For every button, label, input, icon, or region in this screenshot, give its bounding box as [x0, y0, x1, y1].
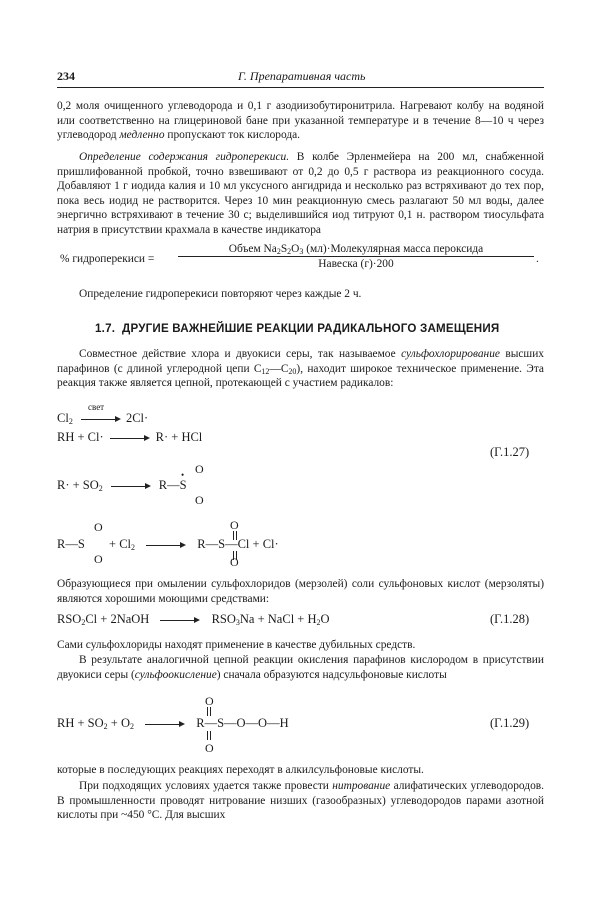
section-heading: 1.7. ДРУГИЕ ВАЖНЕЙШИЕ РЕАКЦИИ РАДИКАЛЬНОГО ЗАМЕЩЕНИЯ — [95, 322, 500, 335]
formula-numerator: Объем $Na_2S_2O_3$ (мл)·Молекулярная масса пероксида — [178, 243, 534, 257]
reaction-chlorine-light: $Cl_2$ 2Cl· — [57, 411, 149, 426]
paragraph-mersolates: Образующиеся при омылении сульфохлоридов (мерзолей) соли сульфоновых кислот (мерзоляты) являются хорошими моющими средствами: — [57, 578, 544, 605]
paragraph-hydroperoxide-determination: Определение содержания гидроперекиси. В колбе Эрленмейера на 200 мл, снабженной пришлифованной пробкой, точно взвешивают от 0,2 до 0,5 г раствора из реакционного сосуда. Добавляют 1 г иодида калия и 10 мл уксусного ангидрида и несколько раз встряхивают до тех пор, пока весь иодид не растворится. Через 10 мин реакционную смесь разлагают 50 мл воды, далее энергично встряхивают в течение 30 с; выделившийся иод титруют 0,1 н. раствором тиосульфата натрия в присутствии крахмала в качестве индикатора — [57, 151, 544, 236]
formula-fraction — [178, 243, 534, 270]
header-rule — [57, 87, 544, 88]
paragraph-alkylsulfonic: которые в последующих реакциях переходят в алкилсульфоновые кислоты. — [57, 764, 424, 776]
paragraph-tanning-agents: Сами сульфохлориды находят применение в качестве дубильных средств. — [57, 639, 416, 651]
formula-lhs: % гидроперекиси = — [60, 253, 155, 265]
reaction-sulfonyl-chlorine: R—S + $Cl_2$ R—S—Cl + Cl· — [57, 537, 279, 552]
paragraph-oxidation-procedure: 0,2 моля очищенного углеводорода и 0,1 г азодиизобутиронитрила. Нагревают колбу на водяной или соответственно на глицериновой бане при указанной температуре и в течение 8—10 ч через углеводород медленно пропускают ток кислорода. — [57, 100, 544, 141]
paragraph-repeat-determination: Определение гидроперекиси повторяют через каждые 2 ч. — [79, 288, 362, 300]
reaction-rh-chlorine: RH + Cl· R· + HCl — [57, 430, 203, 444]
subheading-hydroperoxide: Определение содержания гидроперекиси. — [79, 151, 290, 163]
paragraph-nitration: При подходящих условиях удается также провести нитрование алифатических углеводородов. В промышленности проводят нитрование низших (газообразных) углеводородов парами азотной кислоты при ~450 °С. Для высших — [57, 780, 544, 821]
equation-g128: $RSO_2Cl$ + 2NaOH $RSO_3Na$ + NaCl + $H_2O$ — [57, 612, 330, 627]
paragraph-sulfoxidation: В результате аналогичной цепной реакции окисления парафинов кислородом в присутствии двуокиси серы (сульфоокисление) сначала образуются надсульфоновые кислоты — [57, 654, 544, 681]
page-number: 234 — [57, 69, 75, 83]
formula-denominator: Навеска (г)·200 — [318, 258, 394, 270]
label-light: свет — [88, 402, 105, 412]
book-page: 234 Г. Препаративная часть 0,2 моля очищенного углеводорода и 0,1 г азодиизобутиронитрила. Нагревают колбу на водяной или соответственно на глицериновой бане при указанной температуре и в течение 8—10 ч через углеводород медленно пропускают ток кислорода. Определение содержания гидроперекиси. В колбе Эрленмейера на 200 мл, снабженной пришлифованной пробкой, точно взвешивают от 0,2 до 0,5 г раствора из реакционного сосуда. Добавляют 1 г иодида калия и 10 мл уксусного ангидрида и несколько раз встряхивают до тех пор, пока весь иодид не растворится. Через 10 мин реакционную смесь разлагают 50 мл воды, далее энергично встряхивают в течение 30 с; выделившийся иод титруют 0,1 н. раствором тиосульфата натрия в присутствии крахмала в качестве индикатора % гидроперекиси = Объем $Na_2S_2O_3$ (мл)·Молекулярная масса пероксида Навеска (г)·200 . Определение гидроперекиси повторяют через каждые 2 ч. 1.7. ДРУГИЕ ВАЖНЕЙШИЕ РЕАКЦИИ РАДИКАЛЬНОГО ЗАМЕЩЕНИЯ Совместное действие хлора и двуокиси серы, так называемое сульфохлорирование высших парафинов (с длиной углеродной цепи $C_{12}—C_{20}$), находит широкое техническое применение. Эта реакция также является цепной, протекающей с участием радикалов: $Cl_2$ 2Cl· свет RH + Cl· R· + HCl (Г.1.27) $R\cdot + SO_2$ R—S O O • R—S + $Cl_2$ R—S—Cl + Cl· O O O O Образующиеся при омылении сульфохлоридов (мерзолей) соли сульфоновых кислот (мерзоляты) являются хорошими моющими средствами: $RSO_2Cl$ + 2NaOH $RSO_3Na$ + NaCl + $H_2O$ (Г.1.28) Сами сульфохлориды находят применение в качестве дубильных средств. В результате аналогичной цепной реакции окисления парафинов кислородом в присутствии двуокиси серы (сульфоокисление) сначала образуются надсульфоновые кислоты RH + $SO_2 + O_2$ R—S—O—O—H O O (Г.1.29) которые в последующих реакциях переходят в алкилсульфоновые кислоты. При подходящих условиях удается также провести нитрование алифатических углеводородов. В промышленности проводят нитрование низших (газообразных) углеводородов парами азотной кислоты при ~450 °С. Для высших — [57, 69, 544, 821]
reaction-radical-so2: $R\cdot + SO_2$ R—S — [57, 478, 187, 493]
paragraph-sulfochlorination: Совместное действие хлора и двуокиси серы, так называемое сульфохлорирование высших парафинов (с длиной углеродной цепи $C_{12}—C_{20}$), находит широкое техническое применение. Эта реакция также является цепной, протекающей с участием радикалов: — [57, 348, 544, 389]
running-title: Г. Препаративная часть — [238, 69, 366, 83]
equation-number-g127: (Г.1.27) — [490, 445, 530, 459]
equation-number-g128: (Г.1.28) — [490, 612, 530, 626]
equation-number-g129: (Г.1.29) — [490, 716, 530, 730]
hydroperoxide-formula: % гидроперекиси = Объем $Na_2S_2O_3$ (мл)·Молекулярная масса пероксида Навеска (г)·200 . — [60, 243, 539, 270]
